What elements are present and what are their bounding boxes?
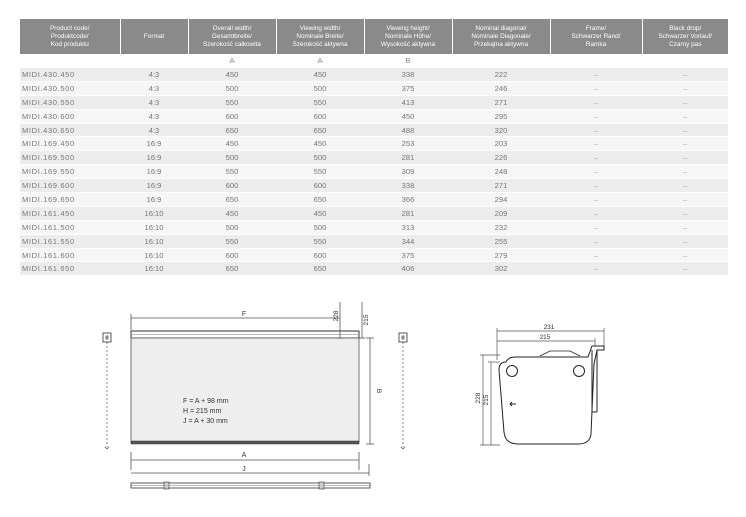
table-cell: – bbox=[550, 193, 642, 207]
table-cell: 600 bbox=[276, 248, 364, 262]
header-product-code: Product code/ Produktcode/ Kod produktu bbox=[20, 19, 120, 54]
table-cell: 16:10 bbox=[120, 262, 188, 276]
formula-j: J = A + 30 mm bbox=[183, 418, 228, 425]
table-cell: 500 bbox=[188, 151, 276, 165]
table-cell: 650 bbox=[188, 193, 276, 207]
table-cell: 500 bbox=[276, 220, 364, 234]
dimension-letter: A bbox=[188, 54, 276, 68]
table-cell: 450 bbox=[364, 109, 452, 123]
table-cell: 600 bbox=[276, 109, 364, 123]
table-cell: MIDI.169.500 bbox=[20, 151, 120, 165]
table-cell: – bbox=[550, 248, 642, 262]
table-cell: – bbox=[550, 165, 642, 179]
side-dimension-215-side-label: 215 bbox=[483, 394, 490, 406]
table-cell: 16:10 bbox=[120, 206, 188, 220]
table-cell: MIDI.430.550 bbox=[20, 95, 120, 109]
table-cell: – bbox=[642, 248, 728, 262]
table-cell: 253 bbox=[364, 137, 452, 151]
table-cell: MIDI.169.650 bbox=[20, 193, 120, 207]
table-cell: – bbox=[550, 95, 642, 109]
table-cell: 16:10 bbox=[120, 248, 188, 262]
table-cell: – bbox=[550, 220, 642, 234]
table-cell: – bbox=[642, 151, 728, 165]
table-cell: – bbox=[642, 81, 728, 95]
table-cell: 413 bbox=[364, 95, 452, 109]
table-cell: 366 bbox=[364, 193, 452, 207]
table-cell: 600 bbox=[188, 179, 276, 193]
header-format: Format bbox=[120, 19, 188, 54]
table-cell: – bbox=[550, 234, 642, 248]
table-cell: 232 bbox=[452, 220, 550, 234]
table-cell: 4:3 bbox=[120, 109, 188, 123]
table-cell: 500 bbox=[276, 151, 364, 165]
table-cell: 650 bbox=[276, 262, 364, 276]
table-cell: 203 bbox=[452, 137, 550, 151]
table-cell: 344 bbox=[364, 234, 452, 248]
table-cell: – bbox=[550, 68, 642, 82]
table-cell: 4:3 bbox=[120, 123, 188, 137]
header-overall-width: Overall width/ Gesamtbreite/ Szerokość całkowita bbox=[188, 19, 276, 54]
table-cell: 16:10 bbox=[120, 220, 188, 234]
table-cell: – bbox=[642, 109, 728, 123]
table-cell: 500 bbox=[188, 81, 276, 95]
table-cell: – bbox=[642, 95, 728, 109]
table-cell: 450 bbox=[188, 206, 276, 220]
side-dimension-215-top-label: 215 bbox=[539, 334, 551, 341]
table-cell: 338 bbox=[364, 179, 452, 193]
table-cell: – bbox=[642, 137, 728, 151]
dimension-letter: A bbox=[276, 54, 364, 68]
header-viewing-width: Viewing width/ Nominale Breite/ Szerokość aktywna bbox=[276, 19, 364, 54]
formula-f: F = A + 98 mm bbox=[183, 398, 229, 405]
header-viewing-height: Viewing height/ Nominale Höhe/ Wysokość aktywna bbox=[364, 19, 452, 54]
table-cell: 650 bbox=[276, 193, 364, 207]
table-cell: – bbox=[550, 109, 642, 123]
header-nominal-diagonal: Nominal diagonal/ Nominale Diagonale/ Przekątna aktywna bbox=[452, 19, 550, 54]
table-cell: 550 bbox=[188, 165, 276, 179]
table-cell: MIDI.169.600 bbox=[20, 179, 120, 193]
table-cell: – bbox=[642, 206, 728, 220]
table-cell: MIDI.169.550 bbox=[20, 165, 120, 179]
table-cell: 550 bbox=[276, 165, 364, 179]
table-cell: 450 bbox=[188, 137, 276, 151]
table-cell: – bbox=[642, 123, 728, 137]
table-cell: – bbox=[642, 193, 728, 207]
table-cell: 313 bbox=[364, 220, 452, 234]
table-cell: MIDI.161.650 bbox=[20, 262, 120, 276]
table-cell: 650 bbox=[188, 123, 276, 137]
table-cell: 450 bbox=[276, 137, 364, 151]
table-cell: 550 bbox=[188, 95, 276, 109]
table-cell: MIDI.430.650 bbox=[20, 123, 120, 137]
table-cell: 226 bbox=[452, 151, 550, 165]
table-cell: MIDI.169.450 bbox=[20, 137, 120, 151]
table-cell: – bbox=[550, 123, 642, 137]
table-cell: MIDI.430.450 bbox=[20, 68, 120, 82]
table-cell: 338 bbox=[364, 68, 452, 82]
table-cell: 16:9 bbox=[120, 179, 188, 193]
table-cell: 246 bbox=[452, 81, 550, 95]
table-cell: 406 bbox=[364, 262, 452, 276]
table-cell: 450 bbox=[188, 68, 276, 82]
table-cell: 500 bbox=[188, 220, 276, 234]
table-cell: 600 bbox=[276, 179, 364, 193]
header-black-drop: Black drop/ Schwarzer Vorlauf/ Czarny pas bbox=[642, 19, 728, 54]
table-cell: MIDI.161.550 bbox=[20, 234, 120, 248]
formula-h: H = 215 mm bbox=[183, 408, 222, 415]
table-cell: – bbox=[550, 81, 642, 95]
table-cell: 4:3 bbox=[120, 81, 188, 95]
table-cell: 281 bbox=[364, 151, 452, 165]
table-cell: 255 bbox=[452, 234, 550, 248]
dimension-f-label: F bbox=[241, 311, 247, 318]
table-cell: 320 bbox=[452, 123, 550, 137]
table-cell: 271 bbox=[452, 95, 550, 109]
table-cell: 4:3 bbox=[120, 95, 188, 109]
table-cell: – bbox=[550, 151, 642, 165]
table-cell: 650 bbox=[276, 123, 364, 137]
table-cell: 16:9 bbox=[120, 151, 188, 165]
table-cell: – bbox=[642, 165, 728, 179]
header-frame: Frame/ Schwarzer Rand/ Ramka bbox=[550, 19, 642, 54]
table-cell: 600 bbox=[188, 248, 276, 262]
table-cell: 375 bbox=[364, 248, 452, 262]
dimension-228-label: 228 bbox=[333, 310, 340, 322]
table-cell: 488 bbox=[364, 123, 452, 137]
table-cell: MIDI.161.450 bbox=[20, 206, 120, 220]
table-cell: – bbox=[550, 179, 642, 193]
dimension-215-label: 215 bbox=[363, 314, 370, 326]
table-cell: 375 bbox=[364, 81, 452, 95]
dimension-letter: B bbox=[364, 54, 452, 68]
table-cell: 295 bbox=[452, 109, 550, 123]
table-cell: 550 bbox=[188, 234, 276, 248]
table-cell: 550 bbox=[276, 234, 364, 248]
table-cell: MIDI.430.500 bbox=[20, 81, 120, 95]
table-cell: 294 bbox=[452, 193, 550, 207]
table-cell: MIDI.430.600 bbox=[20, 109, 120, 123]
table-cell: 16:10 bbox=[120, 234, 188, 248]
table-cell: – bbox=[550, 262, 642, 276]
table-cell: 281 bbox=[364, 206, 452, 220]
table-cell: 500 bbox=[276, 81, 364, 95]
table-cell: 450 bbox=[276, 206, 364, 220]
table-cell: MIDI.161.500 bbox=[20, 220, 120, 234]
table-cell: 650 bbox=[188, 262, 276, 276]
side-dimension-231-label: 231 bbox=[543, 324, 555, 331]
table-cell: 248 bbox=[452, 165, 550, 179]
side-dimension-228-label: 228 bbox=[475, 392, 482, 404]
table-cell: 16:9 bbox=[120, 137, 188, 151]
table-cell: 4:3 bbox=[120, 68, 188, 82]
dimension-b-label: B bbox=[375, 388, 382, 394]
table-cell: – bbox=[550, 206, 642, 220]
table-cell: – bbox=[550, 137, 642, 151]
table-cell: – bbox=[642, 179, 728, 193]
table-cell: – bbox=[642, 220, 728, 234]
table-cell: 550 bbox=[276, 95, 364, 109]
table-cell: MIDI.161.600 bbox=[20, 248, 120, 262]
table-cell: 222 bbox=[452, 68, 550, 82]
dimension-j-label: J bbox=[242, 466, 246, 473]
table-cell: 279 bbox=[452, 248, 550, 262]
dimension-a-label: A bbox=[241, 452, 247, 459]
table-cell: – bbox=[642, 68, 728, 82]
table-cell: 450 bbox=[276, 68, 364, 82]
table-cell: 302 bbox=[452, 262, 550, 276]
table-cell: 309 bbox=[364, 165, 452, 179]
table-cell: 271 bbox=[452, 179, 550, 193]
table-cell: 600 bbox=[188, 109, 276, 123]
table-cell: 16:9 bbox=[120, 193, 188, 207]
table-cell: – bbox=[642, 262, 728, 276]
table-cell: – bbox=[642, 234, 728, 248]
table-cell: 209 bbox=[452, 206, 550, 220]
table-cell: 16:9 bbox=[120, 165, 188, 179]
